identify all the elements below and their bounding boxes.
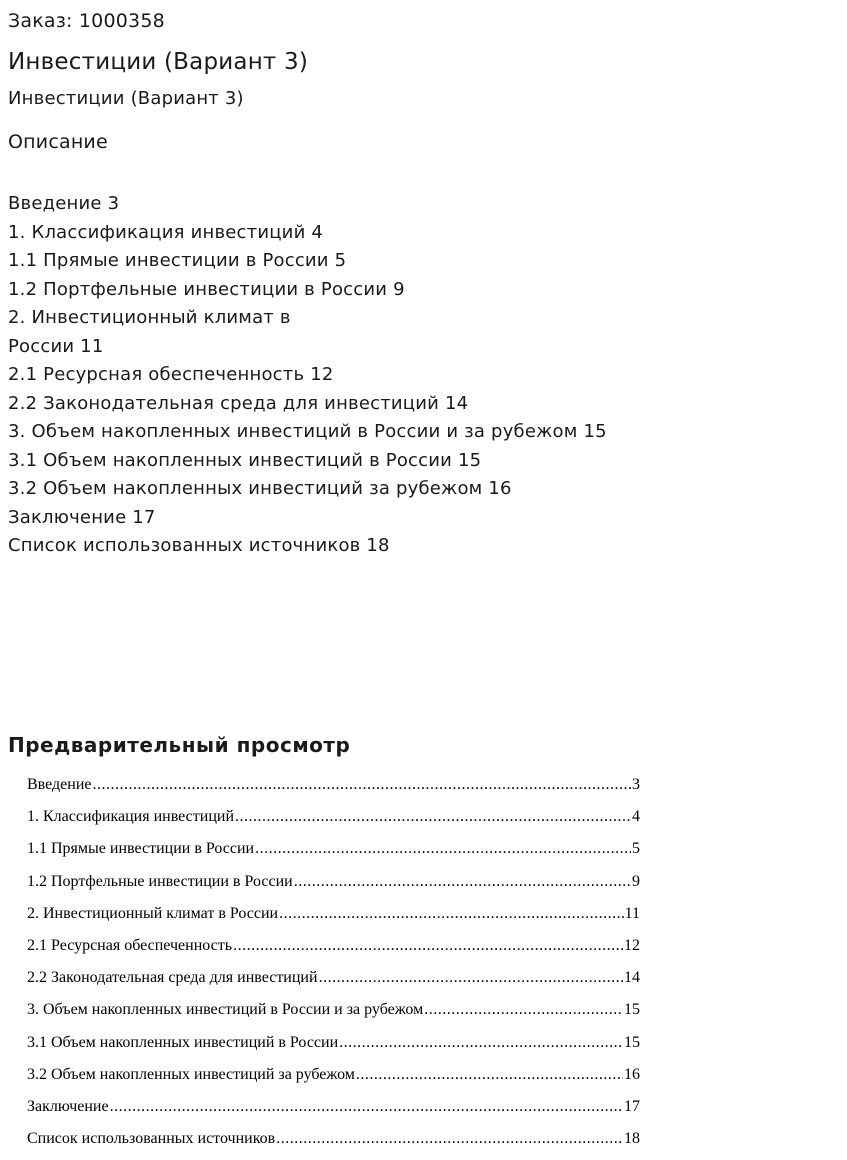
- preview-toc-title: 3. Объем накопленных инвестиций в России и за рубежом: [27, 1001, 424, 1019]
- preview-toc-page: 16: [624, 1065, 640, 1083]
- preview-toc-title: Заключение: [27, 1097, 109, 1115]
- preview-toc-page: 18: [624, 1130, 640, 1148]
- dot-leader: [279, 899, 624, 929]
- dot-leader: [93, 770, 632, 800]
- preview-toc-row: [27, 963, 640, 995]
- dot-leader: [235, 802, 631, 832]
- dot-leader: [339, 1028, 623, 1058]
- preview-toc-row: [27, 1028, 640, 1060]
- toc-line: Заключение 17: [8, 506, 156, 528]
- toc-line: Список использованных источников 18: [8, 535, 390, 556]
- preview-toc-row: [27, 770, 640, 802]
- preview-toc-row: [27, 867, 640, 899]
- order-number: Заказ: 1000358: [8, 10, 165, 32]
- preview-heading: Предварительный просмотр: [8, 733, 351, 757]
- toc-line: 2. Инвестиционный климат в: [8, 307, 291, 328]
- preview-toc-row: [27, 834, 640, 866]
- page-subtitle: Инвестиции (Вариант 3): [8, 88, 244, 109]
- preview-toc-row: [27, 1060, 640, 1092]
- toc-line: 1.2 Портфельные инвестиции в России 9: [8, 278, 405, 300]
- dot-leader: [424, 995, 623, 1025]
- toc-line: Введение 3: [8, 193, 120, 214]
- preview-toc-row: [27, 995, 640, 1027]
- dot-leader: [319, 963, 623, 993]
- preview-toc-page: 9: [632, 872, 640, 890]
- preview-toc-page: 5: [632, 840, 640, 858]
- preview-toc-page: 17: [624, 1097, 640, 1115]
- preview-toc-title: 1. Классификация инвестиций: [27, 808, 234, 826]
- preview-toc-row: [27, 899, 640, 931]
- dot-leader: [233, 931, 623, 961]
- toc-line: 3.1 Объем накопленных инвестиций в России 15: [8, 449, 482, 471]
- description-heading: Описание: [8, 131, 108, 153]
- preview-toc-title: 1.2 Портфельные инвестиции в России: [27, 872, 293, 890]
- dot-leader: [356, 1060, 623, 1090]
- preview-toc-page: 11: [624, 904, 640, 922]
- dot-leader: [255, 834, 631, 864]
- preview-toc-page: 15: [624, 1033, 640, 1051]
- toc-line: 3.2 Объем накопленных инвестиций за рубежом 16: [8, 478, 512, 499]
- preview-toc-title: Список использованных источников: [27, 1130, 276, 1148]
- preview-toc-page: 12: [624, 936, 640, 954]
- preview-toc-title: 2.2 Законодательная среда для инвестиций: [27, 969, 318, 987]
- table-of-contents: [8, 190, 688, 561]
- page-title: Инвестиции (Вариант 3): [8, 49, 309, 75]
- toc-line: 1. Классификация инвестиций 4: [8, 221, 324, 243]
- toc-line: 1.1 Прямые инвестиции в России 5: [8, 250, 347, 271]
- preview-toc-row: [27, 1092, 640, 1124]
- preview-toc-title: 1.1 Прямые инвестиции в России: [27, 840, 255, 858]
- preview-toc-title: 2. Инвестиционный климат в России: [27, 904, 279, 922]
- preview-toc-row: [27, 802, 640, 834]
- preview-toc-title: 3.2 Объем накопленных инвестиций за рубежом: [27, 1065, 355, 1083]
- preview-toc-title: 2.1 Ресурсная обеспеченность: [27, 936, 233, 954]
- preview-toc-page: 14: [624, 969, 640, 987]
- dot-leader: [110, 1092, 623, 1122]
- toc-line: 2.2 Законодательная среда для инвестиций 14: [8, 392, 469, 414]
- dot-leader: [294, 867, 631, 897]
- toc-line: 2.1 Ресурсная обеспеченность 12: [8, 364, 334, 385]
- toc-line: России 11: [8, 335, 104, 357]
- preview-toc-page: 15: [624, 1001, 640, 1019]
- preview-toc-page: 4: [632, 808, 640, 826]
- preview-toc-title: Введение: [27, 776, 92, 793]
- preview-toc-row: [27, 931, 640, 963]
- preview-toc-page: 3: [632, 776, 640, 793]
- toc-line: 3. Объем накопленных инвестиций в России и за рубежом 15: [8, 421, 607, 442]
- preview-toc-title: 3.1 Объем накопленных инвестиций в России: [27, 1033, 339, 1051]
- preview-table-of-contents: [27, 770, 640, 1156]
- preview-toc-row: [27, 1124, 640, 1156]
- dot-leader: [276, 1124, 623, 1154]
